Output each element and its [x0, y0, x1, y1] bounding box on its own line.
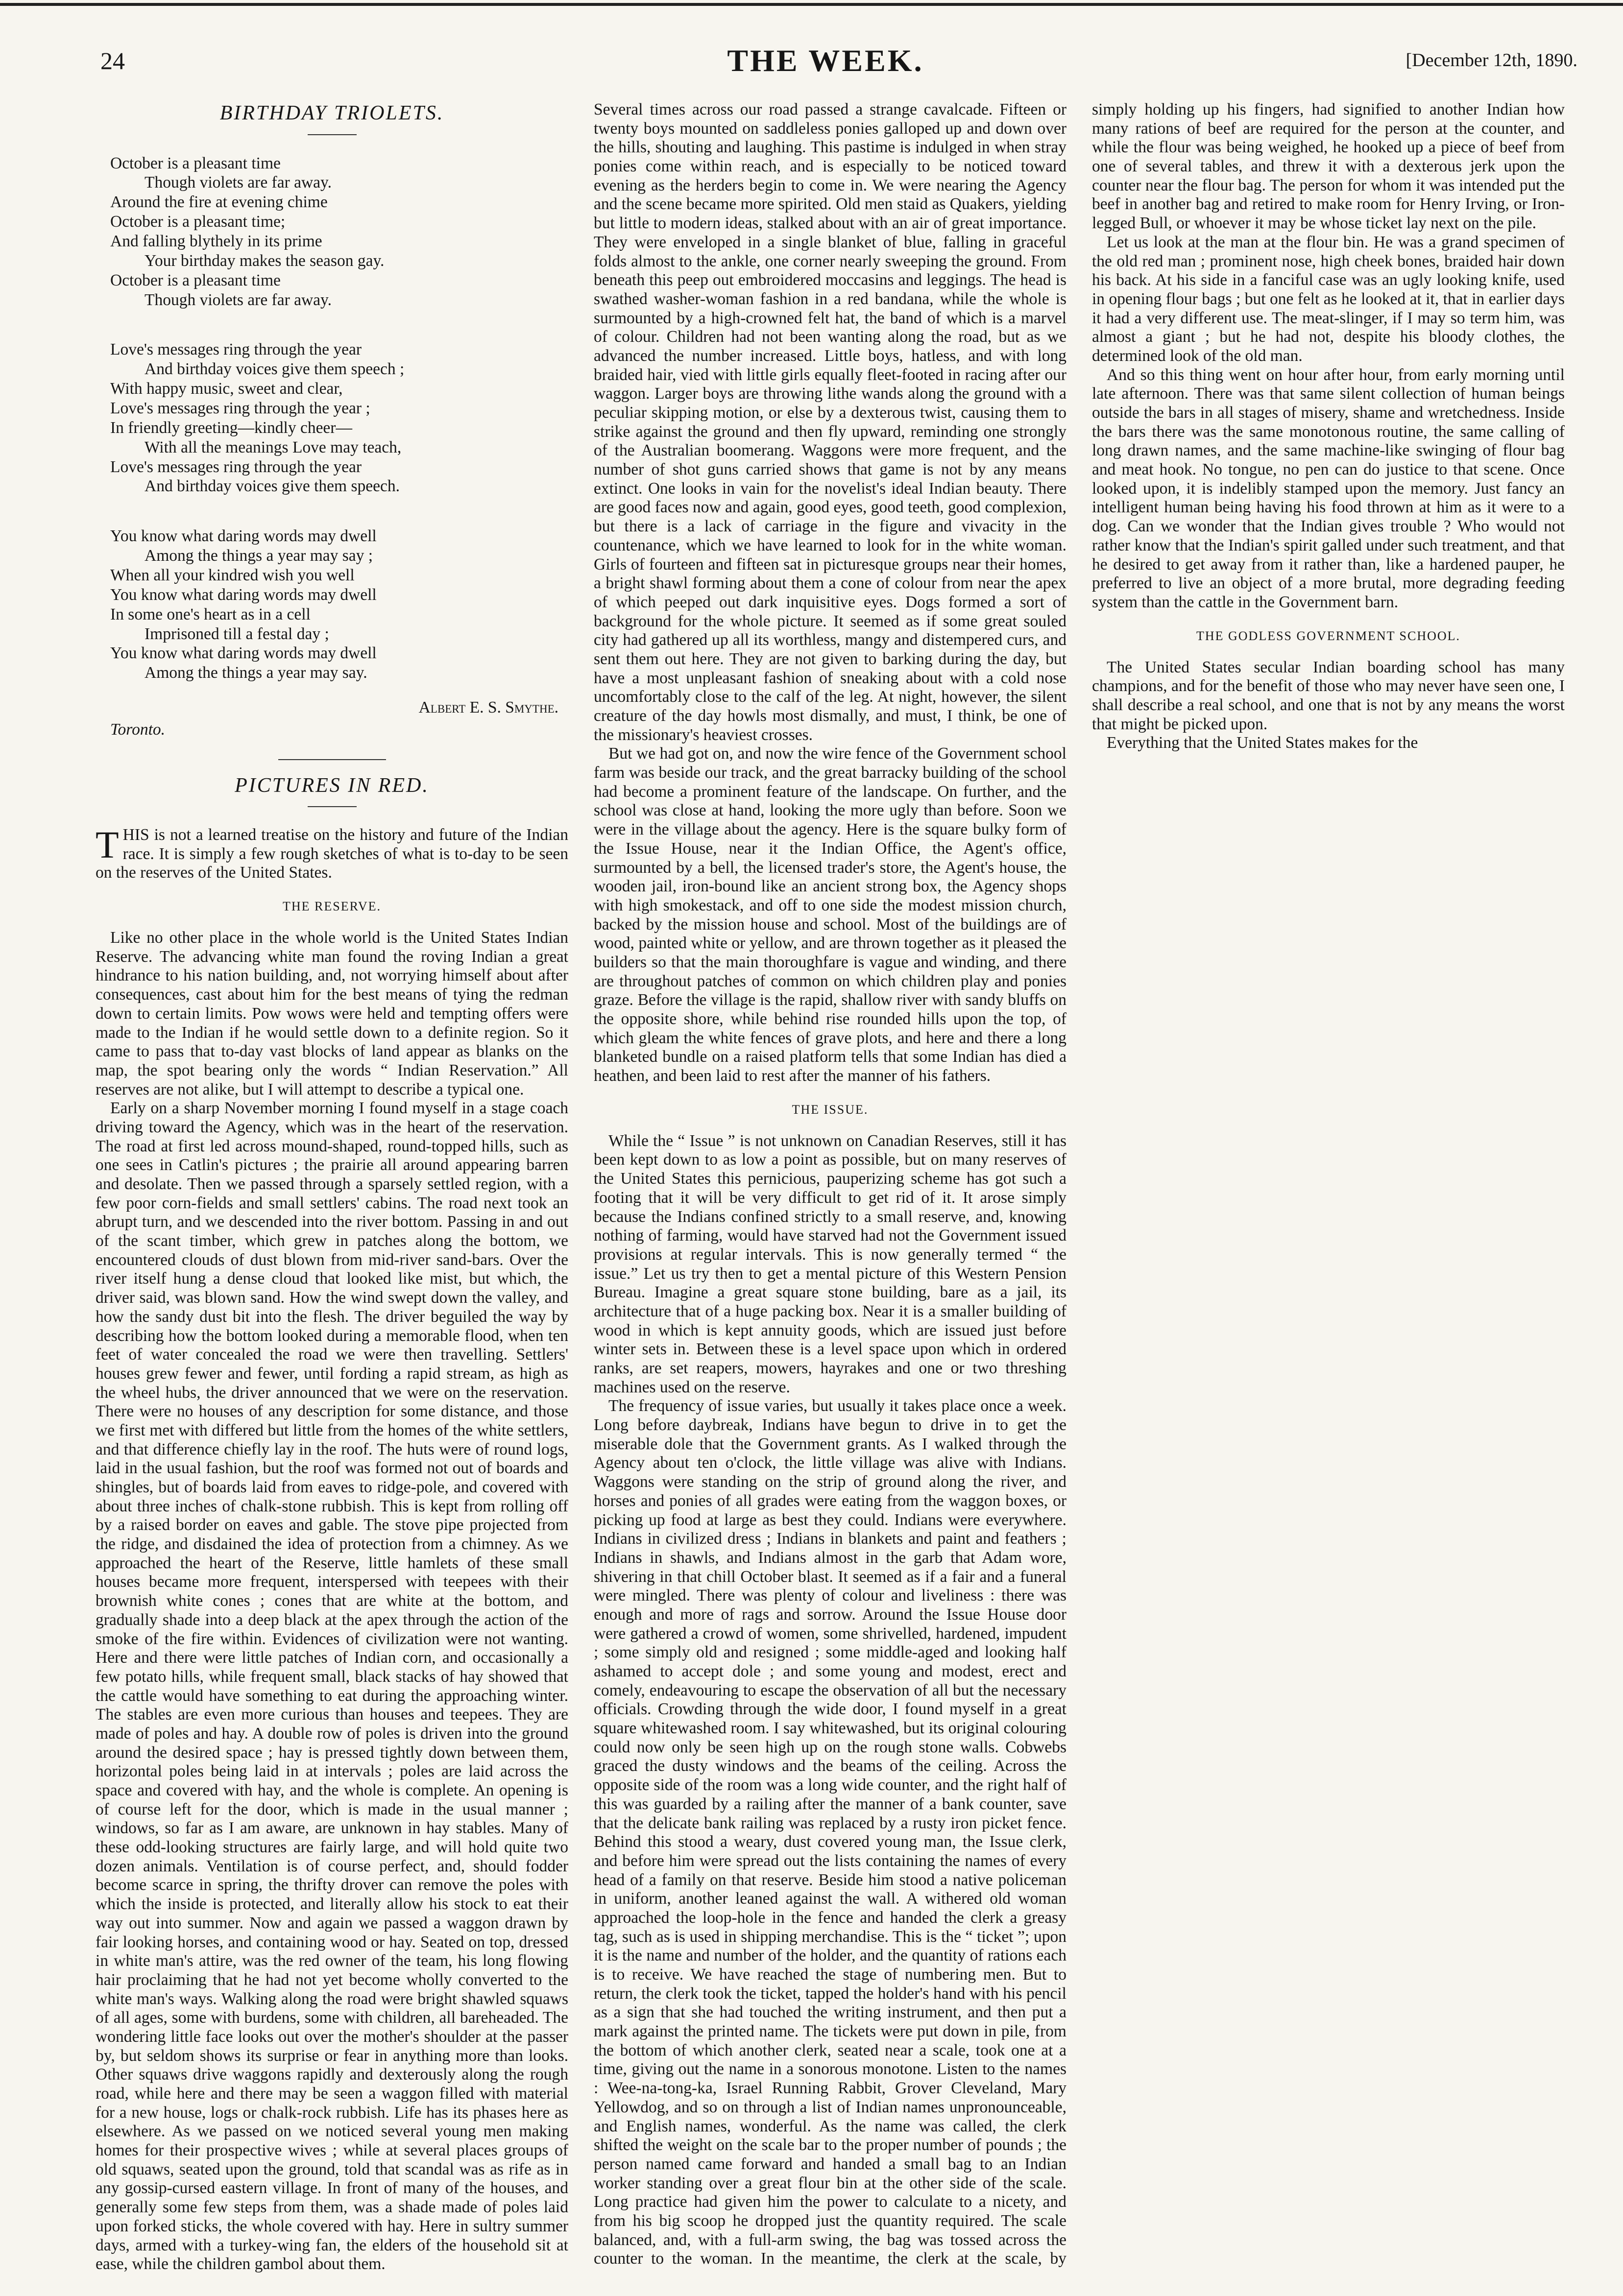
poem-line: When all your kindred wish you well	[110, 566, 355, 584]
poem-line: Around the fire at evening chime	[110, 193, 328, 212]
poem-line: Your birthday makes the season gay.	[145, 251, 385, 270]
article-title: PICTURES IN RED.	[235, 774, 429, 797]
issue-date: [December 12th, 1890.	[1405, 50, 1577, 71]
poem-place: Toronto.	[110, 720, 166, 739]
article-paragraph-continued: simply holding up his fingers, had signified to another Indian how many rations of beef are required for the person at the counter, and while the flour was being weighed, he hooked up a piece of beef from one of several tables, and threw it with a dexterous jerk upon the counter near the flour bag. The person for whom it was intended put the beef in another bag and retired to make room for Henry Irving, or Iron-legged Bull, or whoever it may be whose ticket lay next on the pile.	[1092, 100, 1565, 233]
poem-line: Though violets are far away.	[145, 290, 332, 309]
poem-line: With all the meanings Love may teach,	[145, 438, 402, 456]
poem-title: BIRTHDAY TRIOLETS.	[219, 102, 444, 124]
poem-line: Love's messages ring through the year ;	[110, 399, 370, 417]
poem-author: Albert E. S. Smythe.	[418, 698, 558, 717]
article-paragraph: Like no other place in the whole world is the United States Indian Reserve. The advancing white man found the roving Indian a great hindrance to his nation building, and, not worrying himself about after consequences, cast about him for the best means of tying the redman down to certain limits. Pow wows were held and tempting offers were made to the Indian if he would settle down to a definite region. So it came to pass that to-day vast blocks of land appear as blanks on the map, the spot bearing only the words “ Indian Reservation.” All reserves are not alike, but I will attempt to describe a typical one.	[96, 929, 568, 1099]
poem-line: Among the things a year may say ;	[145, 547, 373, 565]
article-paragraph: THIS is not a learned treatise on the history and future of the Indian race. It is simply a few rough sketches of what is to-day to be seen on the reserves of the United States.	[96, 823, 568, 882]
title-rule	[308, 134, 357, 135]
article-paragraph: And so this thing went on hour after hour, from early morning until late afternoon. There was that same silent collection of human beings outside the bars in all stages of misery, shame and wretchedness. Inside the bars there was the same monotonous routine, the same calling of long drawn names, and the same machine-like swinging of flour bag and meat hook. No tongue, no pen can do justice to that scene. Once looked upon, it is indelibly stamped upon the memory. Just fancy an intelligent human being having his food thrown at him as it were to a dog. Can we wonder that the Indian gives trouble ? Who would not rather know that the Indian's spirit galled under such treatment, and that he desired to get away from it rather than, like a hardened pauper, he preferred to live an object of a more brutal, more degrading feeding system than the cattle in the Government barn.	[1092, 365, 1565, 611]
top-border-rule	[0, 3, 1623, 6]
article-title-rule	[308, 806, 357, 807]
article-paragraph-continued: Several times across our road passed a strange cavalcade. Fifteen or twenty boys mounted on saddleless ponies galloped up and down over the hills, shouting and laughing. This pastime is indulged in when stray ponies come within reach, and is especially to be noticed toward evening as the herders begin to come in. We were nearing the Agency and the scene became more spirited. Old men staid as Quakers, yielding but little to modern ideas, stalked about with an air of great importance. They were enveloped in a single blanket of blue, falling in graceful folds almost to the ankle, one corner nearly sweeping the ground. From beneath this peep out embroidered moccasins and leggings. The head is swathed washer-woman fashion in a red bandana, while the whole is surmounted by a high-crowned felt hat, the band of which is a marvel of colour. Children had not been wanting along the road, but as we advanced the number increased. Little boys, hatless, and with long braided hair, vied with little girls equally fleet-footed in racing after our waggon. Larger boys are throwing lithe wands along the ground with a peculiar skipping motion, or else by a dexterous twist, causing them to strike against the ground and then fly upward, reminding one strongly of the Australian boomerang. Waggons were more frequent, and the number of shot guns carried shows that game is not by any means extinct. One looks in vain for the novelist's ideal Indian beauty. There are good faces now and again, good eyes, good teeth, good complexion, but there is a lack of carriage in the figure and vivacity in the countenance, which we have learned to look for in the white woman. Girls of fourteen and fifteen sat in picturesque groups near their homes, a bright shawl forming about them a cone of colour from near the apex of which peeped out dark inquisitive eyes. Dogs formed a sort of background for the whole picture. It seemed as if some great souled city had gathered up all its worthless, mangy and distempered curs, and sent them out here. They are not given to barking during the day, but have a most unpleasant fashion of sneaking about with a cold nose uncomfortably close to the calf of the leg. At night, however, the silent creature of the day howls most dismally, and must, I think, be one of the missionary's heaviest crosses.	[594, 100, 1066, 744]
poem-line: Among the things a year may say.	[145, 664, 367, 682]
poem-line: October is a pleasant time	[110, 154, 281, 172]
poem-line: Love's messages ring through the year	[110, 457, 362, 476]
article-paragraph-part: The frequency of issue varies, but usually it takes place once a week. Long before daybreak, Indians have begun to drive in to get the miserable dole that the Government grants. As I walked through the Agency about ten o'clock, the little village was alive with Indians. Waggons were standing on the strip of ground along the river, and horses and ponies of all grades were eating from the waggon boxes, or picking up food at large as best they could. Indians were everywhere. Indians in civilized dress ; Indians in blankets and paint and feathers ; Indians in shawls, and Indians almost in the garb that Adam wore, shivering in that chill October blast. It seemed as if a fair and a funeral were mingled. There was plenty of colour and liveliness : there was enough and more of rags and sorrow. Around the Issue House door were gathered a crowd of women, some shrivelled, hardened, impudent ; some simply old and resigned ; some middle-aged and looking half ashamed to accept dole ; and some young and modest, erect and comely, endeavouring to escape the observation of all but the necessary officials. Crowding through the wide door, I found myself in a great square whitewashed room. I say whitewashed, but its original colouring could now only be seen high up on the rough stone walls. Cobwebs graced the dusty windows and the beams of the ceiling. Across the opposite side of the room was a long wide counter, and the right half of this was guarded by a railing after the manner of a bank counter, save that the delicate bank railing was replaced by a rusty iron picket fence. Behind this stood a weary, dust covered young man, the Issue clerk, and before him were spread out the lists containing the names of every head of a family on that reserve. Beside him stood a native policeman in uniform, another leaned against the wall. A withered old woman approached the loop-hole in the fence and handed the clerk a greasy tag, such as is used in shipping merchandise. This is the “ ticket ”; upon it is the name and number of the holder, and the quantity of rations each is to receive. We have reached the stage of numbering men. But to return, the clerk took the ticket, tapped the holder's hand with his pencil as a sign that she had touched the writing instrument, and then put a mark against the printed name. The tickets were put down in pile, from the bottom of which another clerk, seated near a scale, took one at a time, giving out the name in a sonorous monotone. Listen to the names : Wee-na-tong-ka, Israel Running Rabbit, Grover Cleveland, Mary Yellowdog, and so on through a list of Indian names unpronounceable, and English names, wonderful. As the name was called, the clerk shifted the weight on the scale bar to the proper number of pounds ; the person named came forward and handed a small bag to an Indian worker standing over a great flour bin at the other side of the scale. Long practice had given him the power to calculate to a nicety, and from his big scoop he dropped just the quantity required. The scale balanced, and, with a full-arm swing, the bag was tossed across the counter to the woman. In the meantime, the clerk at the scale, by	[594, 1397, 1066, 2268]
masthead	[73, 43, 1577, 81]
poem-line: In friendly greeting—kindly cheer—	[110, 418, 352, 437]
column-2	[594, 100, 1066, 2275]
section-heading: THE GODLESS GOVERNMENT SCHOOL.	[1196, 628, 1461, 643]
poem-line: With happy music, sweet and clear,	[110, 380, 343, 398]
article-paragraph: Let us look at the man at the flour bin. He was a grand specimen of the old red man ; prominent nose, high cheek bones, braided hair down his back. At his side in a fanciful case was an ugly looking knife, used in opening flour bags ; but one felt as he looked at it, that in earlier days it had a very different use. The meat-slinger, if I may so term him, was almost a giant ; but he had not, despite his bloody clothes, the determined look of the old man.	[1092, 233, 1565, 365]
poem-stanza	[110, 526, 568, 683]
poem-line: Love's messages ring through the year	[110, 340, 362, 359]
article-columns	[96, 100, 1565, 2275]
section-heading: THE RESERVE.	[282, 899, 382, 914]
poem-line: October is a pleasant time;	[110, 213, 286, 231]
poem-line: You know what daring words may dwell	[110, 644, 377, 663]
section-rule	[278, 759, 386, 760]
poem-line: In some one's heart as in a cell	[110, 605, 311, 623]
article-paragraph: Everything that the United States makes for the	[1107, 734, 1418, 752]
article-paragraph: Early on a sharp November morning I found myself in a stage coach driving toward the Agency, which was in the heart of the reservation. The road at first led across mound-shaped, round-topped hills, such as one sees in Catlin's pictures ; the prairie all around appearing barren and desolate. Then we passed through a sparsely settled region, with a few poor corn-fields and small settlers' cabins. The road next took an abrupt turn, and we descended into the river bottom. Passing in and out of the scant timber, which grew in patches along the bottom, we encountered clouds of dust blown from mid-river sand-bars. Over the river itself hung a dense cloud that looked like mist, but which, the driver said, was blown sand. How the wind swept down the valley, and how the sandy dust bit into the flesh. The driver beguiled the way by describing how the bottom looked during a memorable flood, when ten feet of water concealed the road we were then travelling. Settlers' houses grew fewer and fewer, until fording a rapid stream, as high as the wheel hubs, the driver announced that we were on the reservation. There were no houses of any description for some distance, and those we first met with differed but little from the homes of the white settlers, and that difference chiefly lay in the roof. The huts were of round logs, laid in the usual fashion, but the roof was formed not out of boards and shingles, but of boards laid from eaves to ridge-pole, and covered with about three inches of chalk-stone rubbish. This is kept from rolling off by a raised border on eaves and gable. The stove pipe projected from the ridge, and disdained the idea of protection from a chimney. As we approached the heart of the Reserve, little hamlets of these small houses became more frequent, interspersed with teepees with their brownish white cones ; cones that are white at the bottom, and gradually shade into a deep black at the apex through the action of the smoke of the fire within. Evidences of civilization were not wanting. Here and there were little patches of Indian corn, and occasionally a few potato hills, while frequent small, black stacks of hay showed that the cattle would have something to eat during the approaching winter. The stables are even more curious than houses and teepees. They are made of poles and hay. A double row of poles is driven into the ground around the desired space ; hay is pressed tightly down between them, horizontal poles being laid in at intervals ; poles are laid across the space and covered with hay, and the whole is complete. An opening is of course left for the door, which is made in the usual manner ; windows, so far as I am aware, are unknown in hay stables. Many of these odd-looking structures are fairly large, and will hold quite two dozen animals. Ventilation is of course perfect, and, should fodder become scarce in spring, the thrifty drover can remove the poles with which the inside is protected, and literally allow his stock to eat their way out into summer. Now and again we passed a waggon drawn by fair looking horses, and containing wood or hay. Seated on top, dressed in white man's attire, was the red owner of the team, his long flowing hair proclaiming that he had not yet become wholly converted to the white man's ways. Walking along the road were bright shawled squaws of all ages, some with burdens, some with children, all bareheaded. The wondering little face looks out over the mother's shoulder at the passer by, but seldom shows its surprise or fear in anything more than looks. Other squaws drive waggons rapidly and dexterously along the rough road, while here and there may be seen a waggon filled with material for a new house, logs or chalk-rock rubbish. Life has its phases here as elsewhere. As we passed on we noticed several young men making homes for their prospective wives ; while at several places groups of old squaws, seated upon the ground, told that scandal was as rife as in any gossip-cursed eastern village. In front of many of the houses, and generally some few steps from them, was a shade made of poles laid upon forked sticks, the whole covered with hay. Here in sultry summer days, armed with a turkey-wing fan, the elders of the household sit at ease, while the children gambol about them.	[96, 1099, 568, 2273]
article-paragraph: But we had got on, and now the wire fence of the Government school farm was beside our track, and the great barracky building of the school had become a prominent feature of the landscape. On further, and the school was close at hand, looking the more ugly than before. Soon we were in the village about the agency. Here is the square bulky form of the Issue House, near it the Indian Office, the Agent's office, surmounted by a bell, the licensed trader's store, the Agent's house, the wooden jail, iron-bound like an ancient strong box, the Agency shops with high smokestack, and off to one side the modest mission church, backed by the mission house and school. Most of the buildings are of wood, painted white or yellow, and are thrown together as it pleased the builders so that the main thoroughfare is vague and winding, and there are throughout patches of common on which children play and ponies graze. Before the village is the rapid, shallow river with sandy bluffs on the opposite shore, while behind rise rounded hills upon the top, of which gleam the white fences of grave plots, and here and there a long blanketed bundle on a raised platform tells that some Indian has died a heathen, and been laid to rest after the manner of his fathers.	[594, 744, 1066, 1085]
poem-line: And falling blythely in its prime	[110, 232, 322, 250]
publication-title: THE WEEK.	[727, 43, 924, 78]
column-1	[96, 100, 568, 2275]
poem-stanza	[110, 154, 568, 310]
poem-line: And birthday voices give them speech ;	[145, 360, 405, 379]
poem-line: Imprisoned till a festal day ;	[145, 624, 329, 643]
poem-line: Though violets are far away.	[145, 173, 332, 192]
section-heading: THE ISSUE.	[792, 1102, 869, 1117]
poem-line: And birthday voices give them speech.	[145, 477, 400, 496]
article-paragraph: The United States secular Indian boarding school has many champions, and for the benefit of those who may never have seen one, I shall describe a real school, and one that is not by any means the worst that might be picked upon.	[1092, 658, 1565, 733]
poem-line: You know what daring words may dwell	[110, 585, 377, 604]
column-3	[1092, 100, 1565, 2275]
poem-stanza	[110, 340, 568, 496]
poem-line: October is a pleasant time	[110, 271, 281, 289]
poem-body	[96, 154, 568, 683]
article-paragraph: While the “ Issue ” is not unknown on Canadian Reserves, still it has been kept down to as low a point as possible, but on many reserves of the United States this pernicious, pauperizing scheme has got such a footing that it will be very difficult to get rid of it. It arose simply because the Indians confined strictly to a small reserve, and, knowing nothing of farming, would have starved had not the Government issued provisions at regular intervals. This is now generally termed “ the issue.” Let us try then to get a mental picture of this Western Pension Bureau. Imagine a great square stone building, bare as a jail, its architecture that of a huge packing box. Near it is a smaller building of wood in which is kept annuity goods, which are issued just before winter sets in. Between these is a level space upon which in ordered ranks, are set reapers, mowers, hayrakes and one or two threshing machines used on the reserve.	[594, 1131, 1066, 1396]
poem-line: You know what daring words may dwell	[110, 527, 377, 546]
page-number: 24	[100, 47, 125, 74]
